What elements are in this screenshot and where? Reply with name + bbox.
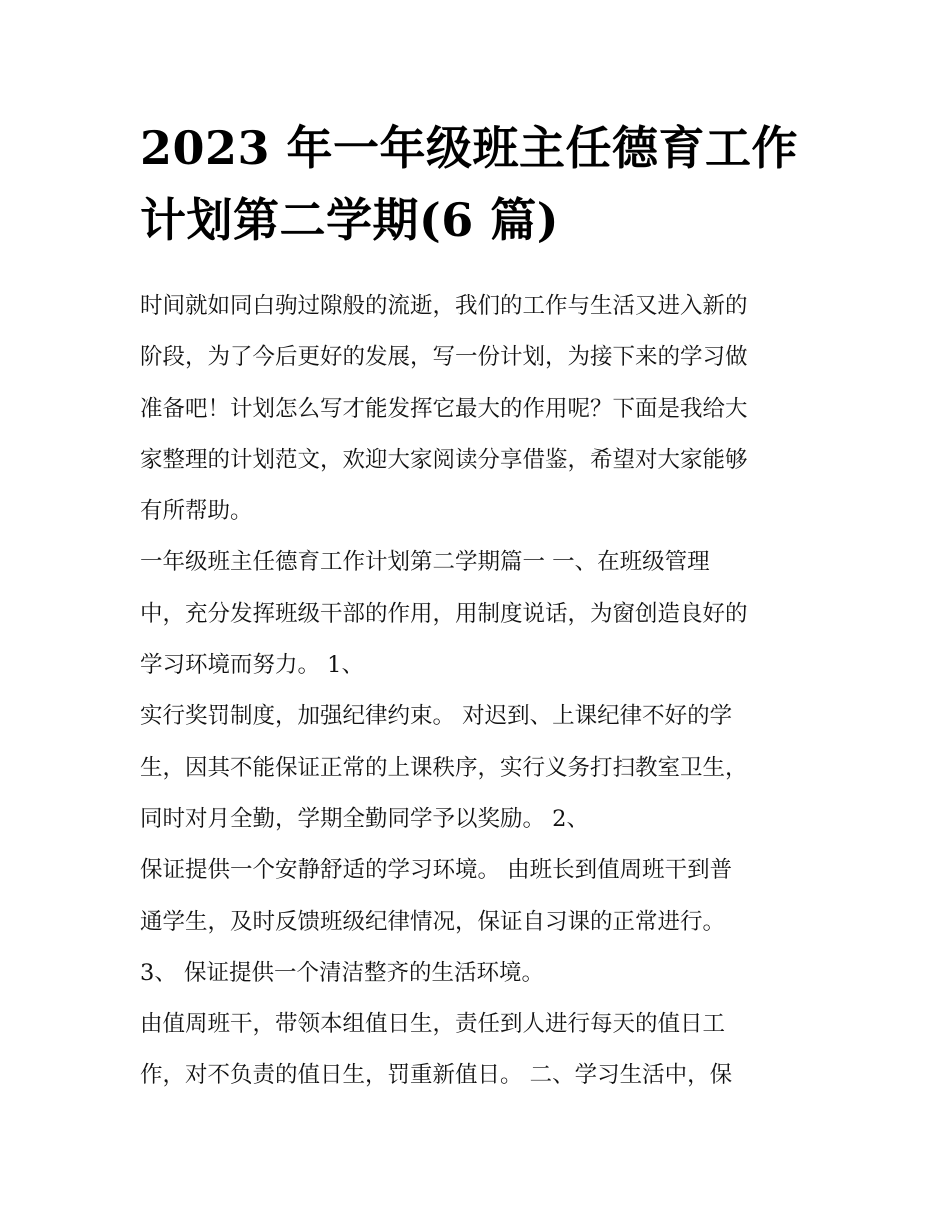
body-line: 一年级班主任德育工作计划第二学期篇一 一、在班级管理 bbox=[140, 549, 710, 576]
body-line: 作，对不负责的值日生，罚重新值日。 二、学习生活中，保 bbox=[140, 1062, 733, 1089]
body-line: 3、 保证提供一个清洁整齐的生活环境。 bbox=[140, 959, 544, 986]
body-line: 通学生，及时反馈班级纪律情况，保证自习课的正常进行。 bbox=[140, 908, 726, 935]
document-title bbox=[140, 112, 820, 256]
body-line: 实行奖罚制度，加强纪律约束。 对迟到、上课纪律不好的学 bbox=[140, 703, 733, 730]
body-line: 有所帮助。 bbox=[140, 498, 253, 525]
body-line: 同时对月全勤，学期全勤同学予以奖励。 2、 bbox=[140, 805, 589, 832]
body-line: 阶段，为了今后更好的发展，写一份计划，为接下来的学习做 bbox=[140, 344, 748, 371]
title-line: 计划第二学期(6 篇) bbox=[140, 193, 560, 247]
body-line: 由值周班干，带领本组值日生，责任到人进行每天的值日工 bbox=[140, 1011, 726, 1038]
body-line: 保证提供一个安静舒适的学习环境。 由班长到值周班干到普 bbox=[140, 857, 733, 884]
title-line: 2023 年一年级班主任德育工作 bbox=[140, 121, 799, 175]
body-line: 准备吧！计划怎么写才能发挥它最大的作用呢？下面是我给大 bbox=[140, 395, 748, 422]
body-line: 家整理的计划范文，欢迎大家阅读分享借鉴，希望对大家能够 bbox=[140, 446, 748, 473]
document-body bbox=[140, 281, 820, 1102]
body-line: 学习环境而努力。 1、 bbox=[140, 652, 364, 679]
body-line: 时间就如同白驹过隙般的流逝，我们的工作与生活又进入新的 bbox=[140, 293, 748, 319]
body-line: 中，充分发挥班级干部的作用，用制度说话，为窗创造良好的 bbox=[140, 600, 748, 627]
body-line: 生，因其不能保证正常的上课秩序，实行义务打扫教室卫生， bbox=[140, 754, 748, 781]
